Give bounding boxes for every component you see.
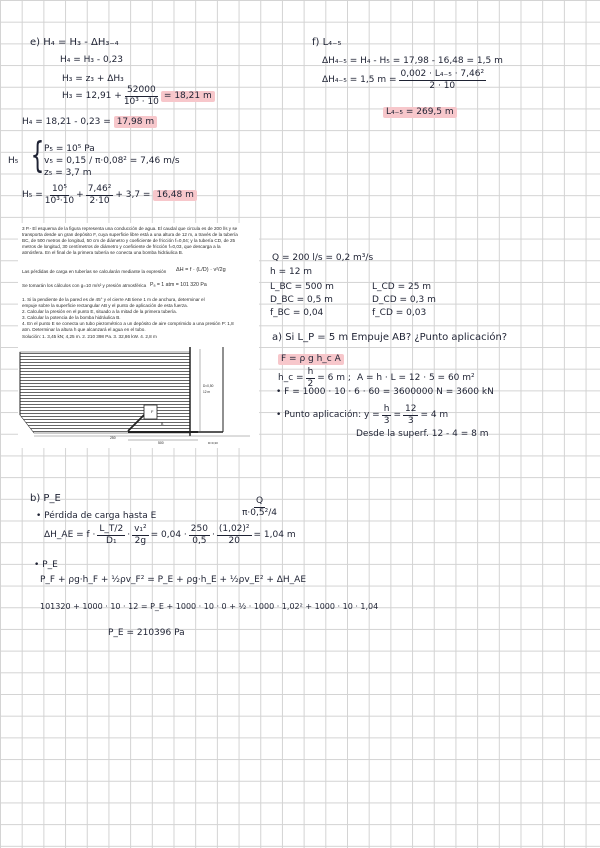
section-b-loss-eq: = 0,04 · <box>150 530 187 540</box>
data-q: Q = 200 l/s = 0,2 m³/s <box>272 253 374 263</box>
figure-label-500: 500 <box>158 441 164 445</box>
section-e-line3-prefix: H₃ = 12,91 + <box>62 91 122 101</box>
section-f-line2-fraction <box>399 70 487 91</box>
section-b-loss-den1: D₁ <box>106 536 117 546</box>
section-a-point-desc: Desde la superf. 12 - 4 = 8 m <box>356 429 489 439</box>
section-e-line3 <box>62 86 215 107</box>
section-e-line2: H₃ = z₃ + ΔH₃ <box>62 74 124 84</box>
h5-label: H₅ <box>8 156 19 166</box>
section-e-line3-den: 10³ · 10 <box>123 97 159 107</box>
section-a-formula: F = ρ g h_c A <box>278 354 344 365</box>
section-a-point-line <box>276 405 448 426</box>
section-a-point-den1: 3 <box>383 416 390 426</box>
problem-losses-formula: ΔH = f · (L/D) · v²/2g <box>176 267 226 273</box>
section-b-top-frac <box>242 497 277 518</box>
section-a-point-prefix: • Punto aplicación: y = <box>276 410 380 420</box>
section-f-header: f) L₄₋₅ <box>312 37 342 48</box>
section-b-loss-frac1 <box>97 525 125 546</box>
figure-label-b: B <box>161 422 164 426</box>
h5-row3: z₅ = 3,7 m <box>44 168 92 178</box>
section-a-point-eq2: = 4 m <box>420 410 449 420</box>
section-a-point-frac2 <box>403 405 418 426</box>
problem-statement-line-3: BC, de 500 metros de longitud, 50 cm de diámetro y coeficiente de fricción f=0,04; y la tubería CD, de 25 <box>22 238 236 243</box>
section-a-area: A = h · L = 12 · 5 = 60 m² <box>356 373 475 383</box>
section-b-result: P_E = 210396 Pa <box>108 628 185 638</box>
h5-eq-prefix: H₅ = <box>22 190 43 200</box>
problem-question-line-1: 1. Si la pendiente de la pared es de 45° y el cierre AB tiene 1 m de anchura, determinar el <box>22 297 205 302</box>
h5-frac2-den: 2·10 <box>89 196 110 206</box>
problem-statement-line-1: 3 P.- El esquema de la figura representa una conducción de agua. El caudal que circula es de 200 l/s y se <box>22 226 238 231</box>
section-a-point-den2: 3 <box>407 416 414 426</box>
data-dbc: D_BC = 0,5 m <box>270 295 333 305</box>
problem-assume-text: Se tomarán los cálculos con g=10 m/s² y presión atmosférica <box>22 283 147 288</box>
data-lcd: L_CD = 25 m <box>372 282 432 292</box>
h5-row2: v₅ = 0,15 / π·0,08² = 7,46 m/s <box>44 156 180 166</box>
section-b-loss-den2: 2g <box>134 536 147 546</box>
h5-equation <box>22 185 197 206</box>
section-a-header: a) Si L_P = 5 m Empuje AB? ¿Punto aplicación? <box>272 332 508 343</box>
h5-frac1 <box>45 185 74 206</box>
section-e-line3-fraction <box>124 86 159 107</box>
section-b-sub2: • P_E <box>34 560 58 570</box>
section-b-bernoulli: P_F + ρg·h_F + ½ρv_F² = P_E + ρg·h_E + ½ρv_E² + ΔH_AE <box>40 575 307 585</box>
figure-label-d1: D=0,50 <box>203 384 214 388</box>
problem-question-line-5: 4. En el punto E se conecta un tubo piezométrico a un depósito de aire comprimido a una presión P: 1,8 <box>22 321 234 326</box>
problem-statement-line-5: atmósfera. En el final de la primera tubería se conecta una bomba hidráulica B. <box>22 250 184 255</box>
section-f-line2-prefix: ΔH₄₋₅ = 1,5 m = <box>322 75 397 85</box>
pipe-cd <box>198 347 223 432</box>
problem-statement-line-4: metros de longitud, 30 centímetros de diámetro y coeficiente de fricción f=0,03, que descarga a la <box>22 244 221 249</box>
h5-frac1-num: 10⁵ <box>51 184 67 194</box>
problem-question-line-2: empuje sobre la superficie rectangular AB y el punto de aplicación de esta fuerza. <box>22 303 188 308</box>
data-fbc: f_BC = 0,04 <box>270 308 324 318</box>
section-e-line4 <box>22 118 157 127</box>
section-b-top-frac-den: π·0,5²/4 <box>242 508 277 518</box>
h5-frac2 <box>86 185 114 206</box>
section-a-point-num2: 12 <box>404 404 417 414</box>
section-a-force: • F = 1000 · 10 · 6 · 60 = 3600000 N = 3600 kN <box>276 387 494 397</box>
h5-frac1-den: 10³·10 <box>44 196 75 206</box>
data-h: h = 12 m <box>270 267 313 277</box>
section-b-loss-prefix: ΔH_AE = f · <box>44 530 96 540</box>
section-f-line2-num: 0,002 · L₄₋₅ · 7,46² <box>400 69 485 79</box>
section-b-loss-dot2: · <box>211 530 215 540</box>
section-a-point-frac1 <box>382 405 392 426</box>
section-b-loss-num3: 250 <box>190 524 208 534</box>
section-b-header: b) P_E <box>30 493 61 504</box>
section-b-loss-dot: · <box>127 530 131 540</box>
figure-label-d2: D=0,30 <box>208 441 218 445</box>
data-fcd: f_CD = 0,03 <box>372 308 427 318</box>
section-a-hc-line <box>278 368 475 389</box>
section-a-point-num1: h <box>383 404 390 414</box>
section-f-result: L₄₋₅ = 269,5 m <box>383 107 457 118</box>
h5-eq-tail: + 3,7 = <box>115 190 151 200</box>
section-b-loss-line <box>44 525 296 546</box>
section-b-loss-num4: (1,02)² <box>218 524 250 534</box>
h5-eq-result: 16,48 m <box>153 190 196 201</box>
reservoir-water <box>20 352 190 433</box>
data-lbc: L_BC = 500 m <box>270 282 334 292</box>
section-f-line2-den: 2 · 10 <box>429 81 456 91</box>
problem-question-line-6: atm. Determinar la altura h que alcanzará el agua en el tubo. <box>22 327 146 332</box>
problem-solution: Solución: 1. 3,45 kN; 4,25 m. 2. 210 398 Pa. 3. 32,86 kW. 4. 2,8 m <box>22 334 157 339</box>
section-e-line3-num: 52000 <box>127 85 156 95</box>
section-a-point-eq1: = <box>393 410 401 420</box>
section-b-loss-frac3 <box>189 525 210 546</box>
figure-label-h: 12 m <box>203 390 211 394</box>
section-b-loss-den3: 0,5 <box>192 536 207 546</box>
section-a-hc-prefix: h_c = <box>278 373 304 383</box>
figure-label-250: 250 <box>110 436 116 440</box>
problem-question-line-4: 3. Calcular la potencia de la bomba hidráulica B. <box>22 315 121 320</box>
section-e-line4-result: 17,98 m <box>114 116 157 128</box>
section-b-loss-den4: 20 <box>228 536 240 546</box>
problem-statement-line-2: transporta desde un gran depósito F, cuya superficie libre está a una altura de 12 m, a través de la tubería <box>22 232 238 237</box>
problem-figure <box>18 343 259 445</box>
problem-losses-text: Las pérdidas de carga en tuberías se calcularán mediante la expresión <box>22 269 167 274</box>
figure-label-f: F <box>151 409 154 414</box>
problem-patm-formula: Pₐ = 1 atm = 101 320 Pa <box>150 282 207 288</box>
section-a-hc-num: h <box>307 367 314 377</box>
section-b-top-frac-num: Q <box>255 496 264 506</box>
section-f-line2 <box>322 70 488 91</box>
section-b-loss-result: = 1,04 m <box>253 530 296 540</box>
problem-question-line-3: 2. Calcular la presión en el punto E, situado a la mitad de la primera tubería. <box>22 309 177 314</box>
section-a-hc-den: 2 <box>307 379 314 389</box>
h5-brace: { <box>30 135 45 176</box>
section-a-hc-fraction <box>306 368 316 389</box>
section-b-top-fraction <box>240 497 279 518</box>
section-b-loss-frac2 <box>132 525 149 546</box>
section-b-loss-frac4 <box>217 525 252 546</box>
data-dcd: D_CD = 0,3 m <box>372 295 436 305</box>
section-f-line1: ΔH₄₋₅ = H₄ - H₅ = 17,98 - 16,48 = 1,5 m <box>322 56 503 66</box>
h5-row1: P₅ = 10⁵ Pa <box>44 144 95 154</box>
section-b-loss-num2: v₁² <box>134 524 147 534</box>
h5-plus1: + <box>76 190 84 200</box>
section-a-hc-eq: = 6 m ; <box>317 373 351 383</box>
h5-frac2-num: 7,46² <box>87 184 112 194</box>
section-e-line4-prefix: H₄ = 18,21 - 0,23 = <box>22 117 111 127</box>
section-b-loss-num1: L_T/2 <box>99 524 124 534</box>
section-b-sub1: • Pérdida de carga hasta E <box>36 511 157 521</box>
section-e-line3-result: = 18,21 m <box>161 91 215 102</box>
section-e-line1: H₄ = H₃ - 0,23 <box>60 55 124 65</box>
section-e-header: e) H₄ = H₃ - ΔH₃₋₄ <box>30 37 119 48</box>
section-b-numeric: 101320 + 1000 · 10 · 12 = P_E + 1000 · 10 · 0 + ½ · 1000 · 1,02² + 1000 · 10 · 1,04 <box>40 602 379 611</box>
